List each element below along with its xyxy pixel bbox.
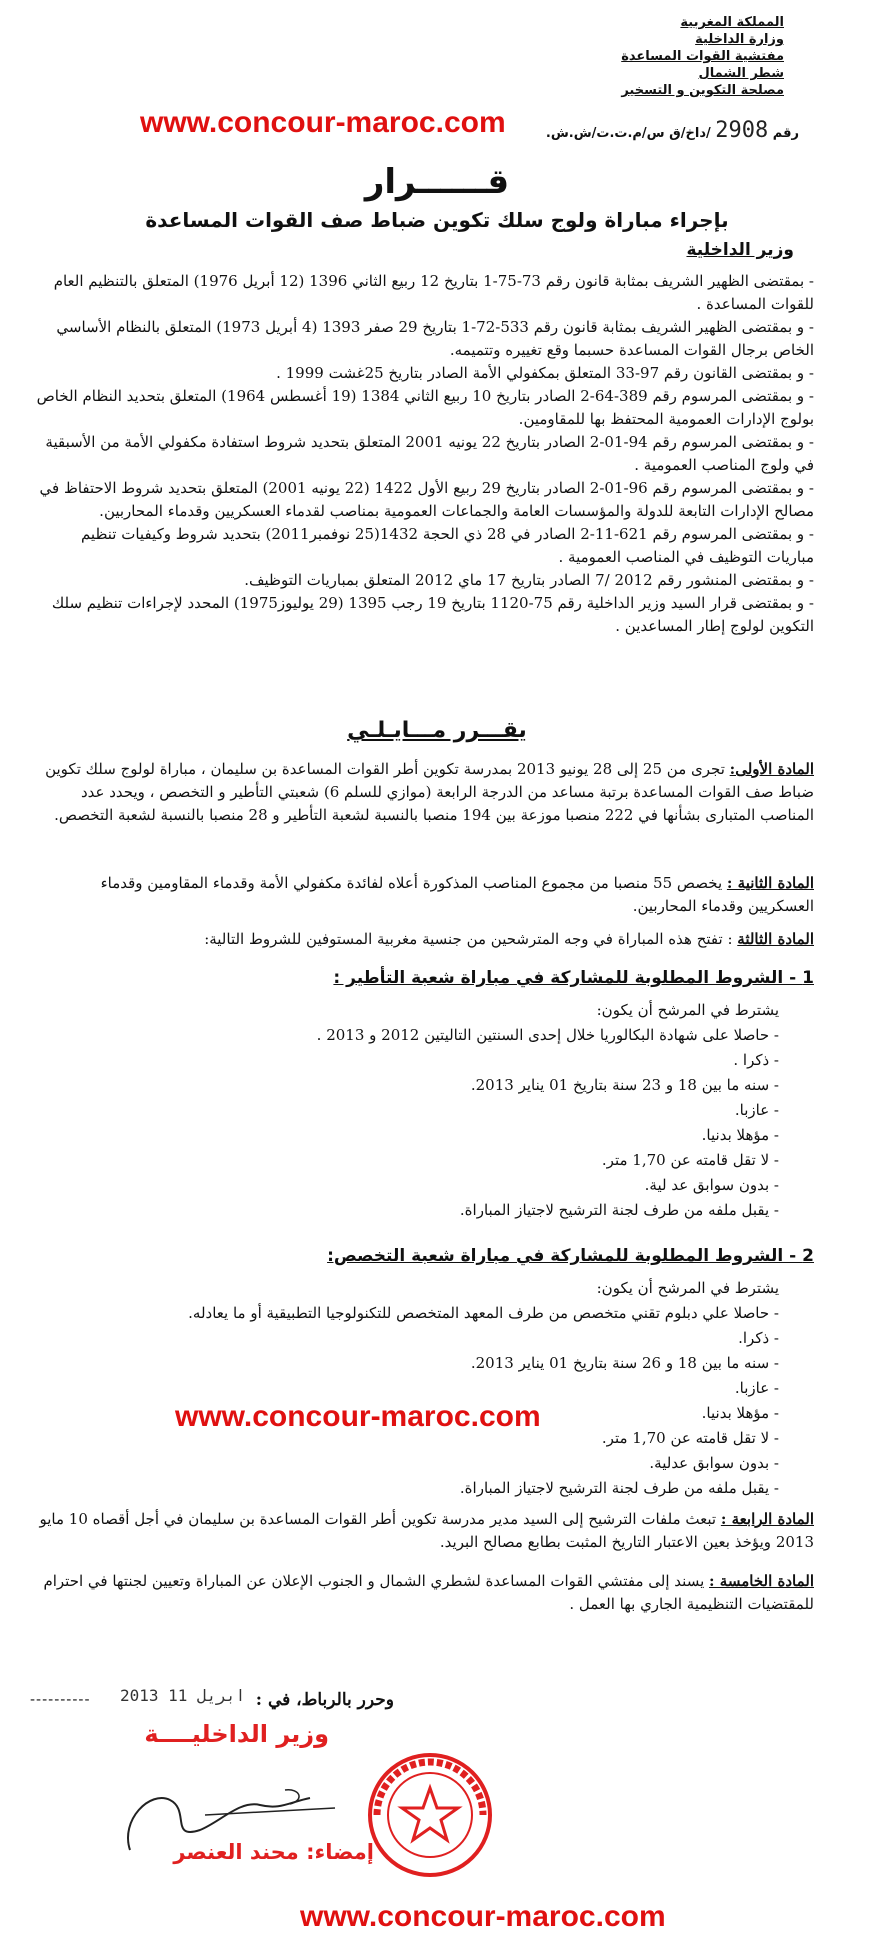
inspectorate-label: مفتشية القوات المساعدة [621, 49, 784, 64]
article-4-label: المادة الرابعة : [720, 1510, 814, 1528]
consideration-item: - و بمقتضى المرسوم رقم 389-64-2 الصادر بتاريخ 10 ربيع الثاني 1384 (19 أغسطس 1964) المتعلق بتحديد النظام الخاص بولوج الإدارات العمومية المحتفظ بها للمقاومين. [36, 387, 814, 428]
article-2 [34, 872, 814, 918]
consideration-item: - و بمقتضى المرسوم رقم 94-01-2 الصادر بتاريخ 22 يونيه 2001 المتعلق بتحديد شروط استفادة مكفولي الأمة من الأسبقية في ولوج المناصب العمومية . [45, 433, 814, 474]
reference-code: /داخ/ق س/م.ت.ت/ش.ش. [545, 126, 711, 141]
decision-subtitle: بإجراء مباراة ولوج سلك تكوين ضباط صف القوات المساعدة [145, 208, 729, 232]
signature-place: وحرر بالرباط، في : [255, 1690, 394, 1710]
condition-item: - عازبا. [734, 1379, 779, 1397]
condition-item: - مؤهلا بدنيا. [701, 1404, 779, 1422]
article-5-label: المادة الخامسة : [709, 1572, 814, 1590]
considerations-list [34, 270, 814, 638]
condition-item: - يقبل ملفه من طرف لجنة الترشيح لاجتياز المباراة. [459, 1201, 779, 1219]
condition-item: - ذكرا. [738, 1329, 779, 1347]
condition-item: - مؤهلا بدنيا. [701, 1126, 779, 1144]
watermark-url-middle: www.concour-maroc.com [175, 1400, 541, 1433]
article-5 [34, 1570, 814, 1616]
signed-by: إمضاء: محند العنصر [173, 1840, 374, 1864]
reference-number: 2908 [715, 118, 769, 143]
section-2-intro: يشترط في المرشح أن يكون: [596, 1279, 779, 1297]
condition-item: - بدون سوابق عدلية. [649, 1454, 779, 1472]
watermark-url-bottom: www.concour-maroc.com [300, 1900, 666, 1933]
section-1-intro: يشترط في المرشح أن يكون: [596, 1001, 779, 1019]
date-dashes: ---------- [30, 1692, 91, 1708]
consideration-item: - و بمقتضى القانون رقم 97-33 المتعلق بمكفولي الأمة الصادر بتاريخ 25غشت 1999 . [276, 364, 814, 382]
section-1-heading: 1 - الشروط المطلوبة للمشاركة في مباراة شعبة التأطير : [333, 968, 814, 988]
section-2-list [79, 1276, 779, 1501]
condition-item: - سنه ما بين 18 و 26 سنة بتاريخ 01 يناير 2013. [470, 1354, 779, 1372]
kingdom-label: المملكة المغربية [680, 15, 784, 30]
condition-item: - سنه ما بين 18 و 23 سنة بتاريخ 01 يناير 2013. [470, 1076, 779, 1094]
condition-item: - يقبل ملفه من طرف لجنة الترشيح لاجتياز المباراة. [459, 1479, 779, 1497]
article-3 [34, 928, 814, 951]
watermark-url-top: www.concour-maroc.com [140, 106, 506, 139]
article-3-text: : تفتح هذه المباراة في وجه المترشحين من جنسية مغربية المستوفين للشروط التالية: [204, 930, 733, 948]
article-3-label: المادة الثالثة [737, 930, 814, 948]
article-5-text: يسند إلى مفتشي القوات المساعدة لشطري الشمال و الجنوب الإعلان عن المباراة وتعيين لجنتها في احترام للمقتضيات التنظيمية الجاري بها العمل . [43, 1572, 814, 1613]
section-1-list [79, 998, 779, 1223]
reference-line [546, 118, 799, 143]
signature-date: 2013 ابريل 11 [120, 1686, 246, 1705]
condition-item: - حاصلا علي دبلوم تقني متخصص من طرف المعهد المتخصص للتكنولوجيا التطبيقية أو ما يعادله. [188, 1304, 779, 1322]
minister-title: وزير الداخليــــة [144, 1720, 329, 1748]
consideration-item: - بمقتضى الظهير الشريف بمثابة قانون رقم 73-75-1 بتاريخ 12 ربيع الثاني 1396 (12 أبريل 1976) المتعلق بالتنظيم العام للقوات المساعدة . [53, 272, 814, 313]
ministry-label: وزارة الداخلية [695, 32, 784, 47]
article-2-label: المادة الثانية : [726, 874, 814, 892]
north-sector-label: شطر الشمال [698, 66, 784, 81]
article-4-text: تبعث ملفات الترشيح إلى السيد مدير مدرسة تكوين أطر القوات المساعدة بن سليمان في أجل أقصاه 10 مايو 2013 ويؤخذ بعين الاعتبار التاريخ المثبت بطابع مصالح البريد. [39, 1510, 814, 1551]
article-4 [34, 1508, 814, 1554]
consideration-item: - و بمقتضى المرسوم رقم 96-01-2 الصادر بتاريخ 29 ربيع الأول 1422 (22 يونيه 2001) المتعلق بتحديد شروط الاحتفاظ في مصالح الإدارات التابعة للدولة والمؤسسات العامة والجماعات العمومية بمناصب لقدماء العسكريين وقدماء المحاربين. [39, 479, 814, 520]
decides-heading: يقـــرر مـــايـلـي [347, 718, 527, 743]
condition-item: - حاصلا على شهادة البكالوريا خلال إحدى السنتين التاليتين 2012 و 2013 . [316, 1026, 779, 1044]
service-label: مصلحة التكوين و التسخير [621, 83, 784, 98]
condition-item: - ذكرا . [733, 1051, 779, 1069]
section-2-heading: 2 - الشروط المطلوبة للمشاركة في مباراة شعبة التخصص: [327, 1246, 814, 1266]
article-1-label: المادة الأولى: [729, 760, 814, 778]
official-stamp [365, 1750, 495, 1880]
condition-item: - عازبا. [734, 1101, 779, 1119]
consideration-item: - و بمقتضى الظهير الشريف بمثابة قانون رقم 533-72-1 بتاريخ 29 صفر 1393 (4 أبريل 1973) المتعلق بالنظام الأساسي الخاص برجال القوات المساعدة حسبما وقع تغييره وتتميمه. [56, 318, 814, 359]
consideration-item: - و بمقتضى المنشور رقم 2012 /7 الصادر بتاريخ 17 ماي 2012 المتعلق بمباريات التوظيف. [244, 571, 814, 589]
condition-item: - لا تقل قامته عن 1,70 متر. [601, 1429, 779, 1447]
article-1 [34, 758, 814, 827]
consideration-item: - و بمقتضى قرار السيد وزير الداخلية رقم 75-1120 بتاريخ 19 رجب 1395 (29 يوليوز1975) المحدد لإجراءات تنظيم سلك التكوين لولوج إطار المساعدين . [51, 594, 814, 635]
article-2-text: يخصص 55 منصبا من مجموع المناصب المذكورة أعلاه لفائدة مكفولي الأمة وقدماء المقاومين وقدماء العسكريين وقدماء المحاربين. [100, 874, 814, 915]
letterhead [524, 14, 784, 99]
condition-item: - لا تقل قامته عن 1,70 متر. [601, 1151, 779, 1169]
decision-title: قــــــرار [364, 162, 510, 202]
condition-item: - بدون سوابق عد لية. [644, 1176, 779, 1194]
consideration-item: - و بمقتضى المرسوم رقم 621-11-2 الصادر في 28 ذي الحجة 1432(25 نوفمبر2011) بتحديد شروط وكيفيات تنظيم مباريات التوظيف في المناصب العمومية . [80, 525, 814, 566]
issuer-label: وزير الداخلية [686, 240, 794, 260]
article-1-text: تجرى من 25 إلى 28 يونيو 2013 بمدرسة تكوين أطر القوات المساعدة بن سليمان ، مباراة لولوج سلك تكوين ضباط صف القوات المساعدة برتبة مساعد من الدرجة الرابعة (موازي للسلم 6) شعبتي التأطير و التخصص ، ويحدد عدد المناصب المتبارى بشأنها في 222 منصبا موزعة بين 194 منصبا بالنسبة لشعبة التأطير و 28 منصبا بالنسبة لشعبة التخصص. [45, 760, 814, 824]
reference-label: رقم [772, 126, 799, 141]
